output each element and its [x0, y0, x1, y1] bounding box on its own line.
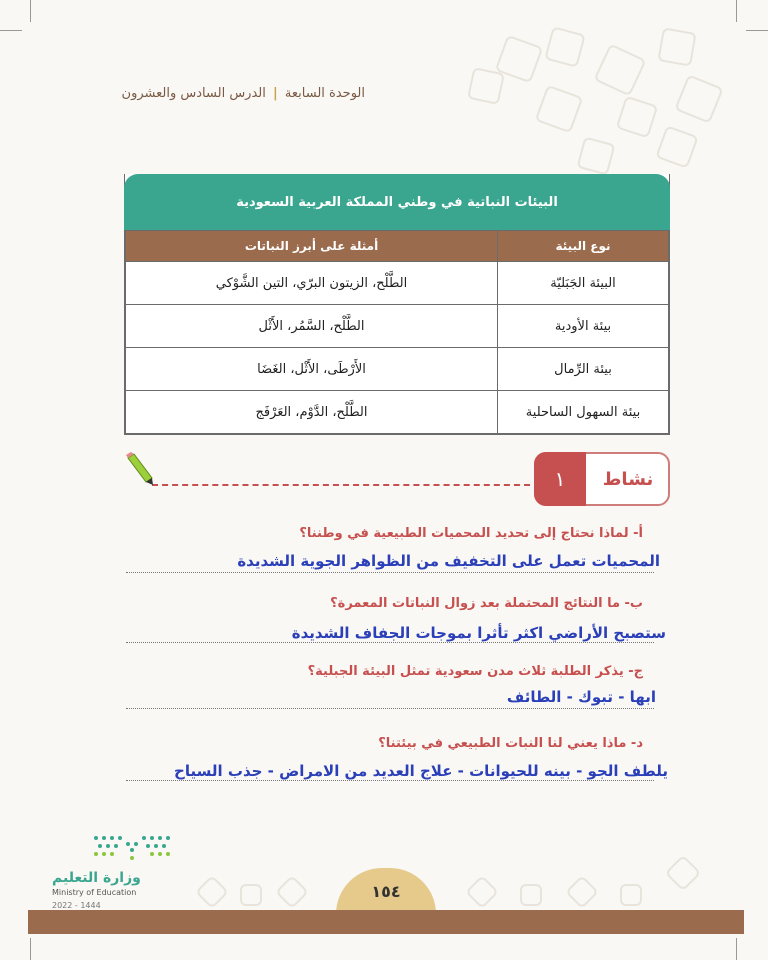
column-header-examples: أمثلة على أبرز النباتات [126, 231, 498, 262]
decorative-square [240, 884, 262, 906]
decorative-square [674, 74, 723, 123]
page-header [121, 86, 365, 101]
question-c: ج- يذكر الطلبة ثلاث مدن سعودية تمثل البيئة الجبلية؟ [307, 664, 643, 679]
decorative-square [593, 43, 646, 96]
decorative-square [665, 855, 702, 892]
dashed-divider [152, 484, 530, 486]
decorative-square [616, 96, 659, 139]
decorative-square [520, 884, 542, 906]
footer-bar [28, 910, 744, 934]
plant-examples: الأَرْطَى، الأَثْل، الغَضَا [126, 348, 498, 391]
crop-mark [736, 0, 737, 22]
decorative-square [275, 875, 309, 909]
column-header-type: نوع البيئة [498, 231, 669, 262]
decorative-square [544, 26, 586, 68]
header-separator: | [273, 86, 278, 101]
decorative-square [465, 875, 499, 909]
crop-mark [746, 30, 768, 31]
ministry-name-english: Ministry of Education [52, 888, 137, 897]
plant-examples: الطَّلْح، الدَّوْم، العَرْفَج [126, 391, 498, 434]
environment-type: بيئة الأودية [498, 305, 669, 348]
decorative-square [576, 136, 615, 175]
pencil-icon [124, 452, 154, 486]
page-number: ١٥٤ [336, 868, 436, 914]
answer-d[interactable]: يلطف الجو - بينه للحيوانات - علاج العديد من الامراض - جذب السياح [174, 762, 668, 780]
ministry-name-arabic: وزارة التعليم [52, 870, 141, 886]
environment-type: البيئة الجَبَليّة [498, 262, 669, 305]
table-row [126, 391, 669, 434]
table-title: البيئات النباتية في وطني المملكة العربية السعودية [124, 174, 670, 230]
activity-number: ١ [534, 452, 586, 506]
question-b: ب- ما النتائج المحتملة بعد زوال النباتات المعمرة؟ [330, 596, 643, 611]
decorative-square [467, 67, 505, 105]
answer-line [126, 708, 654, 709]
plant-examples: الطَّلْح، السَّمُر، الأَثْل [126, 305, 498, 348]
ministry-logo-icon [92, 832, 174, 864]
plant-environments-table [124, 174, 670, 435]
plant-examples: الطَّلْح، الزيتون البرّي، التين الشَّوْكي [126, 262, 498, 305]
question-a: أ- لماذا نحتاج إلى تحديد المحميات الطبيعية في وطننا؟ [299, 526, 643, 541]
decorative-square [657, 27, 696, 66]
environment-type: بيئة السهول الساحلية [498, 391, 669, 434]
edition-year: 2022 - 1444 [52, 901, 101, 910]
decorative-square [195, 875, 229, 909]
environment-type: بيئة الرِّمال [498, 348, 669, 391]
crop-mark [736, 938, 737, 960]
decorative-square [655, 125, 699, 169]
table-row [126, 305, 669, 348]
decorative-square [535, 85, 584, 134]
lesson-title: الدرس السادس والعشرون [121, 86, 266, 101]
decorative-square [620, 884, 642, 906]
answer-line [126, 780, 654, 781]
unit-title: الوحدة السابعة [284, 86, 365, 101]
question-d: د- ماذا يعني لنا النبات الطبيعي في بيئتنا؟ [378, 736, 643, 751]
answer-line [126, 642, 654, 643]
activity-label: نشاط [602, 468, 654, 490]
table-row [126, 348, 669, 391]
crop-mark [30, 0, 31, 22]
answer-b[interactable]: ستصبح الأراضي اكثر تأثرا بموجات الجفاف الشديدة [291, 624, 666, 642]
decorative-square [565, 875, 599, 909]
answer-a[interactable]: المحميات تعمل على التخفيف من الظواهر الجوية الشديدة [237, 552, 660, 570]
answer-c[interactable]: ابها - تبوك - الطائف [506, 688, 656, 706]
table-row [126, 262, 669, 305]
answer-line [126, 572, 654, 573]
crop-mark [30, 938, 31, 960]
crop-mark [0, 30, 22, 31]
